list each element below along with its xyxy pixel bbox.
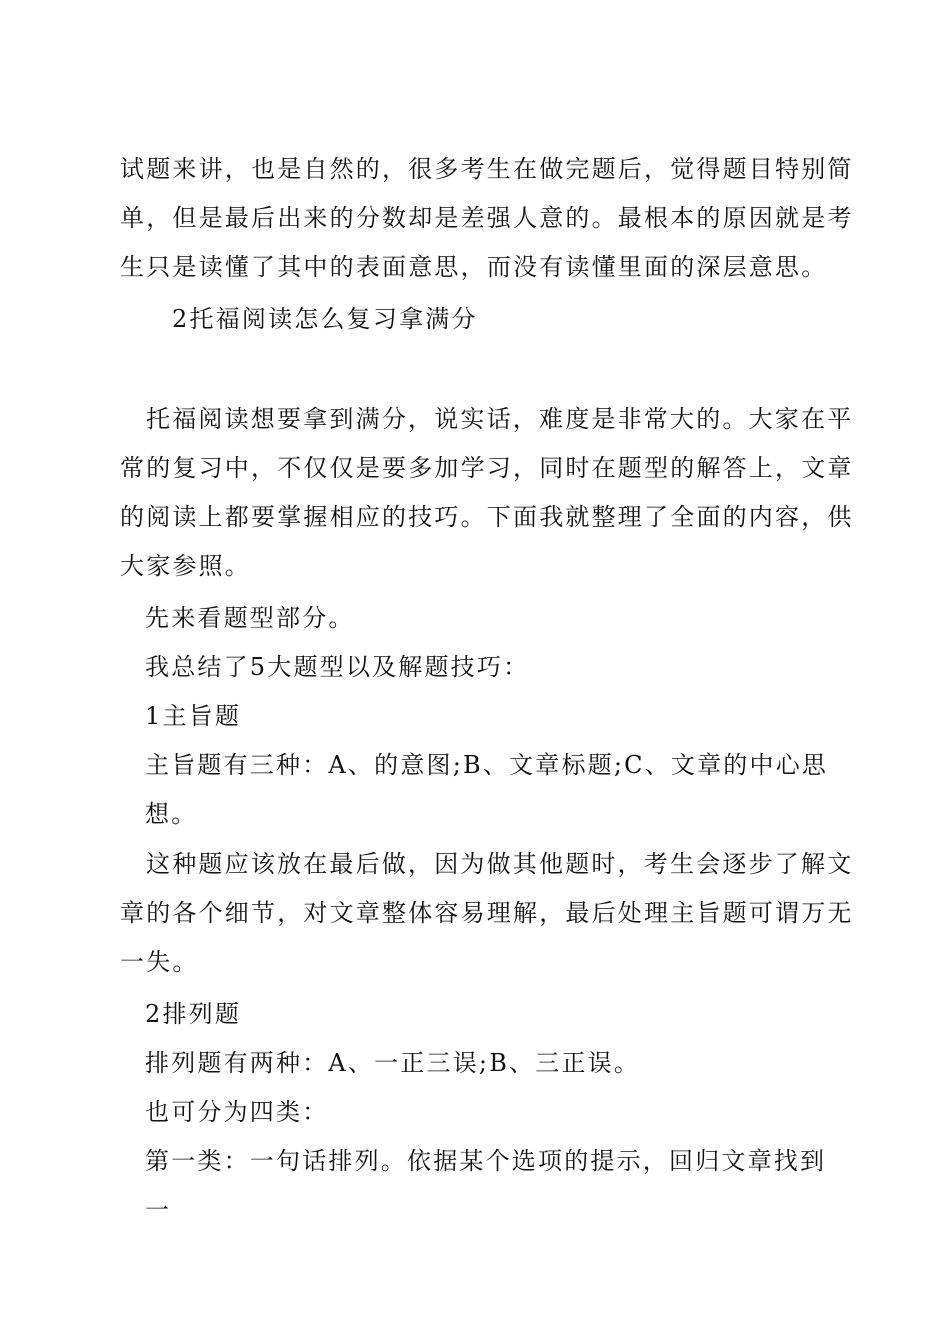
text-line: 大家参照。 [120,552,251,580]
text-line: 生只是读懂了其中的表面意思，而没有读懂里面的深层意思。 [120,253,828,281]
text-line: 托福阅读想要拿到满分，说实话，难度是非常大的。大家在平 [146,405,854,433]
subheading-ordering: 2排列题 [145,1000,242,1028]
paragraph-overview [120,395,854,591]
paragraph-summary: 我总结了5大题型以及解题技巧： [145,653,530,681]
text-line: 的阅读上都要掌握相应的技巧。下面我就整理了全面的内容，供 [120,503,854,531]
subheading-main-idea: 1主旨题 [145,702,242,730]
section-heading: 2托福阅读怎么复习拿满分 [172,305,478,333]
paragraph-ordering-types: 排列题有两种：A、一正三误;B、三正误。 [145,1049,641,1077]
text-line: 单，但是最后出来的分数却是差强人意的。最根本的原因就是考 [120,204,854,232]
paragraph-question-types-intro: 先来看题型部分。 [145,604,355,632]
text-line: 一失。 [120,948,199,976]
paragraph-category-one: 第一类：一句话排列。依据某个选项的提示，回归文章找到一 [145,1147,827,1224]
text-line: 试题来讲，也是自然的，很多考生在做完题后，觉得题目特别简 [120,155,854,183]
paragraph-four-categories: 也可分为四类： [145,1098,329,1126]
paragraph-main-idea-types: 主旨题有三种：A、的意图;B、文章标题;C、文章的中心思想。 [145,751,829,828]
text-line: 这种题应该放在最后做，因为做其他题时，考生会逐步了解文 [146,850,854,878]
text-line: 章的各个细节，对文章整体容易理解，最后处理主旨题可谓万无 [120,899,854,927]
paragraph-main-idea-tips [120,840,854,987]
paragraph-intro-continuation [120,145,854,292]
text-line: 常的复习中，不仅仅是要多加学习，同时在题型的解答上，文章 [120,454,854,482]
